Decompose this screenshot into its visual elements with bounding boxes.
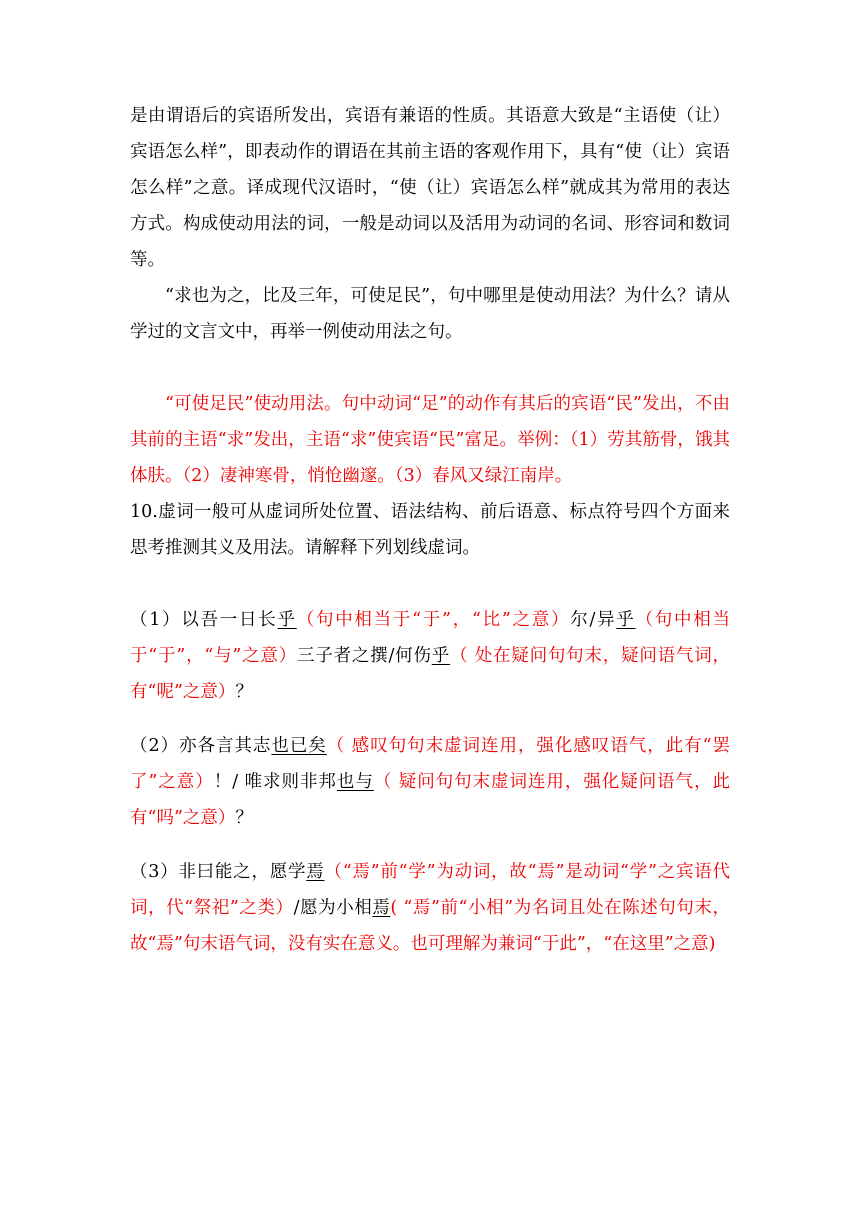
item-1-answer-b: （句中相当于“于”，“与”之意） [130, 610, 730, 666]
item-2-answer-b: （ 疑问句句末虚词连用，强化疑问语气，此有“吗”之意） [130, 772, 731, 828]
item-2-end-mark: ？ [235, 808, 253, 828]
question-9 [130, 278, 730, 350]
item-1-underlined-word-b: 乎 [616, 610, 636, 630]
item-3-answer-b: ( “焉”前“小相”为名词且处在陈述句句末，故“焉”句末语气词，没有实在意义。也可理解为兼词“于此”，“在这里”之意) [130, 898, 730, 954]
item-1-text-a: （1）以吾一日长 [130, 610, 278, 630]
item-3-text-b: /愿为小相 [293, 898, 373, 918]
intro-paragraph [130, 98, 730, 278]
question-10-item-2 [130, 728, 730, 836]
answer-9-text: “可使足民”使动用法。句中动词“足”的动作有其后的宾语“民”发出，不由其前的主语“求”发出，主语“求”使宾语“民”富足。举例：（1）劳其筋骨，饿其体肤。（2）凄神寒骨，悄怆幽邃。（3）春风又绿江南岸。 [130, 394, 730, 486]
intro-text: 是由谓语后的宾语所发出，宾语有兼语的性质。其语意大致是“主语使（让）宾语怎么样”，即表动作的谓语在其前主语的客观作用下，具有“使（让）宾语怎么样”之意。译成现代汉语时，“使（让）宾语怎么样”就成其为常用的表达方式。构成使动用法的词，一般是动词以及活用为动词的名词、形容词和数词等。 [130, 106, 730, 270]
item-1-text-b: 尔/异 [570, 610, 617, 630]
item-2-underlined-word-b: 也与 [336, 772, 374, 792]
item-3-text-a: （3）非曰能之，愿学 [130, 862, 307, 882]
item-1-end-mark: ？ [235, 682, 253, 702]
question-10-item-3 [130, 854, 730, 962]
item-1-underlined-word-a: 乎 [277, 610, 297, 630]
item-2-text-b: ！/ 唯求则非邦 [213, 772, 337, 792]
answer-9 [130, 386, 730, 494]
question-10-stem [130, 494, 730, 566]
item-1-answer-c: （ 处在疑问句句末，疑问语气词，有“呢”之意） [130, 646, 731, 702]
item-1-text-c: 三子者之撰/何伤 [297, 646, 432, 666]
item-3-answer-a: （“焉”前“学”为动词，故“焉”是动词“学”之宾语代词，代“祭祀”之类） [130, 862, 731, 918]
item-2-underlined-word-a: 也已矣 [271, 736, 327, 756]
item-1-answer-a: （句中相当于“于”，“比”之意） [296, 610, 571, 630]
item-2-answer-a: （ 感叹句句末虚词连用，强化感叹语气，此有“罢了”之意） [130, 736, 731, 792]
item-2-text-a: （2）亦各言其志 [130, 736, 272, 756]
item-3-underlined-word-a: 焉 [306, 862, 325, 882]
question-9-text: “求也为之，比及三年，可使足民”，句中哪里是使动用法？为什么？请从学过的文言文中，再举一例使动用法之句。 [130, 286, 730, 342]
question-10-stem-text: 10.虚词一般可从虚词所处位置、语法结构、前后语意、标点符号四个方面来思考推测其义及用法。请解释下列划线虚词。 [130, 502, 730, 558]
question-10-item-1 [130, 602, 730, 710]
item-1-underlined-word-c: 乎 [431, 646, 451, 666]
item-3-underlined-word-b: 焉 [372, 898, 391, 918]
